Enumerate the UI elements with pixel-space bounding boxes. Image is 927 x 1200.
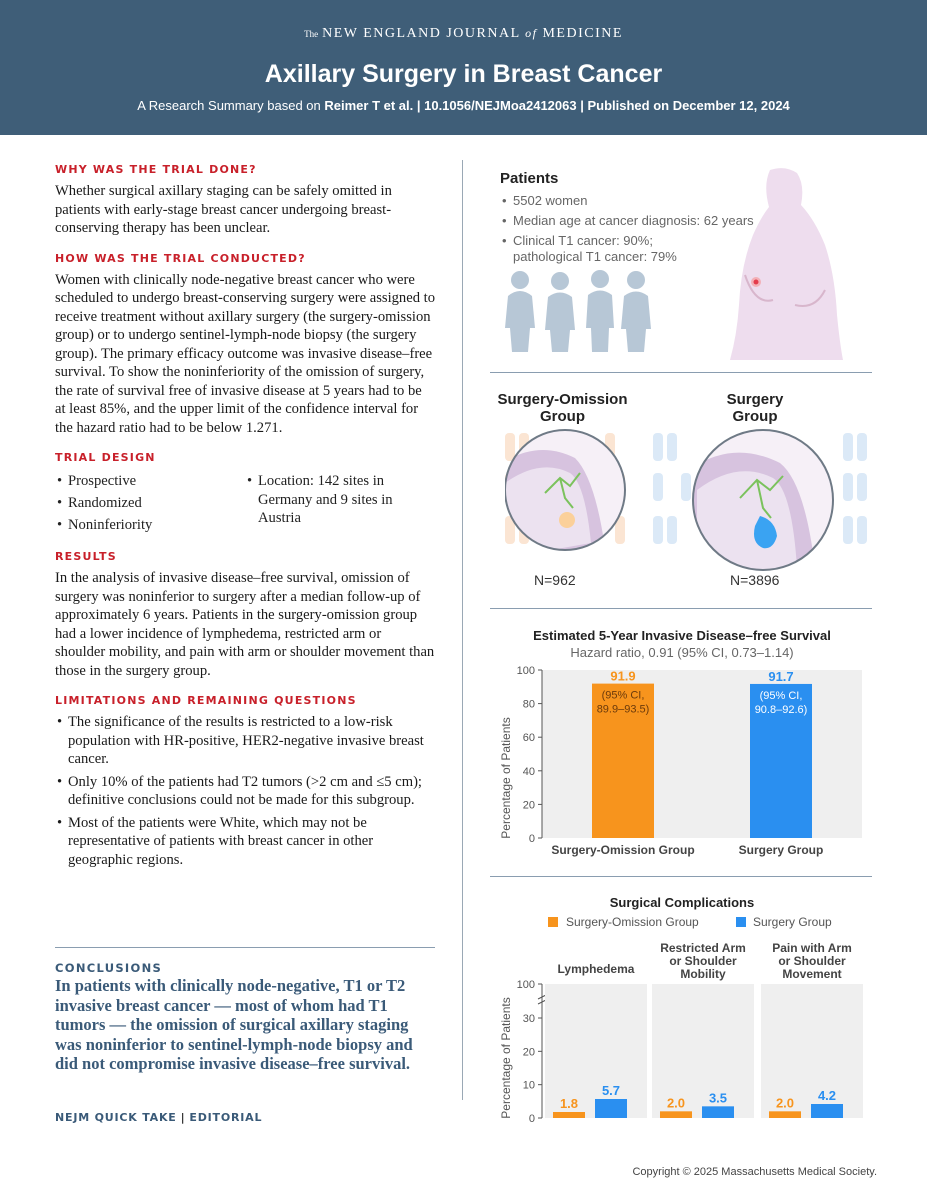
y-tick-label: 30	[522, 1013, 535, 1025]
y-tick-label: 40	[522, 765, 535, 778]
design-item: • Noninferiority	[55, 514, 245, 536]
y-tick-label: 80	[522, 698, 535, 711]
limitations-heading: LIMITATIONS AND REMAINING QUESTIONS	[55, 694, 357, 707]
survival-ci-label: 90.8–92.6)	[754, 703, 808, 716]
panel-title: or Shoulder	[669, 954, 737, 968]
complication-bar	[595, 1099, 627, 1118]
header-banner	[0, 0, 927, 135]
complications-chart-ylabel: Percentage of Patients	[499, 997, 513, 1119]
limitation-item: • Most of the patients were White, which may not be representative of patients with breast cancer in other geographic regions.	[55, 814, 435, 870]
complication-value-label: 2.0	[775, 1095, 795, 1111]
citation-line: A Research Summary based on Reimer T et al. | 10.1056/NEJMoa2412063 | Published on December 12, 2024	[137, 98, 790, 113]
summary-column	[55, 160, 435, 873]
editorial-link[interactable]: EDITORIAL	[189, 1111, 263, 1124]
complication-bar	[553, 1112, 585, 1118]
y-tick-label: 20	[522, 799, 535, 812]
y-tick-label: 100	[516, 665, 535, 677]
complication-panel	[545, 962, 647, 1118]
conclusions-heading: CONCLUSIONS	[55, 961, 163, 975]
survival-category-label: Surgery-Omission Group	[551, 843, 695, 857]
results-heading: RESULTS	[55, 550, 117, 563]
how-text: Women with clinically node-negative breast cancer who were scheduled to undergo breast-conserving surgery were assigned to receive treatment without axillary surgery (the surgery-omission group) or to undergo sentinel-lymph-node biopsy (the surgery group). The primary efficacy outcome was invasive disease–free survival. To show the noninferiority of the omission of surgery, the rate of survival free of invasive disease at 5 years had to be at least 85%, and the upper limit of the confidence interval for the hazard ratio had to be below 1.271.	[55, 271, 436, 436]
related-links: NEJM QUICK TAKE | EDITORIAL	[55, 1111, 263, 1124]
patients-item: • Clinical T1 cancer: 90%;	[500, 233, 754, 249]
survival-chart	[490, 618, 875, 863]
complication-value-label: 3.5	[708, 1090, 728, 1106]
groups-divider	[490, 608, 872, 609]
limitation-item: • Only 10% of the patients had T2 tumors (>2 cm and ≤5 cm); definitive conclusions could not be made for this subgroup.	[55, 773, 435, 810]
complication-bar	[811, 1104, 843, 1118]
women-figures-illustration	[500, 268, 660, 358]
survival-ci-label: (95% CI,	[601, 689, 645, 702]
survival-value-label: 91.9	[610, 668, 636, 684]
y-tick-label: 20	[522, 1046, 535, 1059]
conclusions-divider	[55, 947, 435, 948]
survival-value-label: 91.7	[768, 668, 794, 684]
survival-category-label: Surgery Group	[738, 843, 824, 857]
surgery-group-label: Surgery Group	[726, 391, 784, 425]
panel-title: Restricted Arm	[660, 941, 746, 955]
omission-n: N=962	[534, 572, 576, 588]
complications-y-axis	[517, 979, 546, 1125]
complication-value-label: 2.0	[666, 1095, 686, 1111]
why-heading: WHY WAS THE TRIAL DONE?	[55, 163, 257, 176]
chart-divider	[490, 876, 872, 877]
complication-bar	[769, 1111, 801, 1118]
patients-item: pathological T1 cancer: 79%	[513, 249, 677, 264]
legend-surgery: Surgery Group	[753, 915, 832, 929]
page-title: Axillary Surgery in Breast Cancer	[264, 60, 663, 88]
complication-bar	[660, 1111, 692, 1118]
limitations-list	[55, 713, 435, 869]
omission-group-label: Surgery-Omission Group	[497, 391, 628, 425]
complications-panels	[545, 941, 863, 1118]
panel-title: Movement	[782, 967, 842, 981]
design-location: • Location: 142 sites in Germany and 9 sites in Austria	[245, 472, 435, 528]
design-list	[55, 470, 435, 536]
y-tick-label: 0	[528, 833, 535, 845]
conclusions-text: In patients with clinically node-negative, T1 or T2 invasive breast cancer — most of whom had T1 tumors — the omission of surgical axillary staging was noninferior to sentinel-lymph-node biopsy and did not compromise invasive disease–free survival.	[55, 976, 413, 1073]
survival-chart-ylabel: Percentage of Patients	[499, 717, 513, 839]
legend-swatch-omission	[548, 917, 558, 927]
complication-panel	[652, 941, 754, 1118]
limitation-item: • The significance of the results is restricted to a low-risk population with HR-positive, HER2-negative invasive breast cancer.	[55, 713, 435, 769]
patients-list	[500, 193, 754, 269]
panel-title: Lymphedema	[557, 962, 635, 976]
survival-y-axis	[517, 665, 542, 845]
complications-chart-title: Surgical Complications	[609, 895, 755, 910]
design-item: • Randomized	[55, 492, 245, 514]
patients-divider	[490, 372, 872, 373]
complication-bar	[702, 1106, 734, 1118]
y-tick-label: 0	[528, 1113, 535, 1125]
panel-title: Pain with Arm	[772, 941, 852, 955]
how-heading: HOW WAS THE TRIAL CONDUCTED?	[55, 251, 306, 265]
complications-chart	[490, 886, 875, 1131]
quick-take-link[interactable]: NEJM QUICK TAKE	[55, 1111, 177, 1124]
journal-name: The NEW ENGLAND JOURNAL of MEDICINE	[304, 26, 623, 41]
design-item: • Prospective	[55, 470, 245, 492]
complication-value-label: 1.8	[559, 1096, 579, 1111]
patients-heading: Patients	[500, 170, 559, 187]
legend-swatch-surgery	[736, 917, 746, 927]
panel-title: or Shoulder	[778, 954, 846, 968]
survival-ci-label: 89.9–93.5)	[596, 703, 650, 716]
panel-title: Mobility	[680, 967, 726, 981]
complication-value-label: 4.2	[817, 1088, 837, 1103]
y-tick-label: 100	[516, 979, 535, 991]
breast-illustration	[725, 165, 850, 360]
column-divider	[462, 160, 463, 1100]
citation-link[interactable]: Reimer T et al. | 10.1056/NEJMoa2412063 | Published on December 12, 2024	[324, 98, 790, 113]
survival-chart-title: Estimated 5-Year Invasive Disease–free Survival	[533, 628, 831, 643]
y-tick-label: 10	[522, 1079, 535, 1092]
design-heading: TRIAL DESIGN	[55, 451, 156, 464]
complication-panel	[761, 941, 863, 1118]
survival-ci-label: (95% CI,	[759, 689, 803, 702]
survival-plot-area	[542, 670, 862, 838]
survival-chart-subtitle: Hazard ratio, 0.91 (95% CI, 0.73–1.14)	[570, 645, 794, 660]
complication-value-label: 5.7	[601, 1083, 621, 1098]
patients-item: • 5502 women	[500, 193, 754, 209]
copyright: Copyright © 2025 Massachusetts Medical Society.	[632, 1166, 877, 1178]
patients-item: • Median age at cancer diagnosis: 62 years	[500, 213, 754, 229]
results-text: In the analysis of invasive disease–free survival, omission of surgery was noninferior to surgery after a median follow-up of approximately 6 years. Patients in the surgery-omission group had a lower incidence of lymphedema, restricted arm or shoulder mobility, and pain with arm or shoulder movement than those in the surgery group.	[55, 570, 435, 679]
surgery-n: N=3896	[730, 572, 780, 588]
legend-omission: Surgery-Omission Group	[566, 915, 699, 929]
why-text: Whether surgical axillary staging can be safely omitted in patients with early-stage breast cancer undergoing breast-conserving therapy has been unclear.	[55, 183, 392, 236]
y-tick-label: 60	[522, 732, 535, 745]
axilla-illustrations	[505, 428, 875, 578]
